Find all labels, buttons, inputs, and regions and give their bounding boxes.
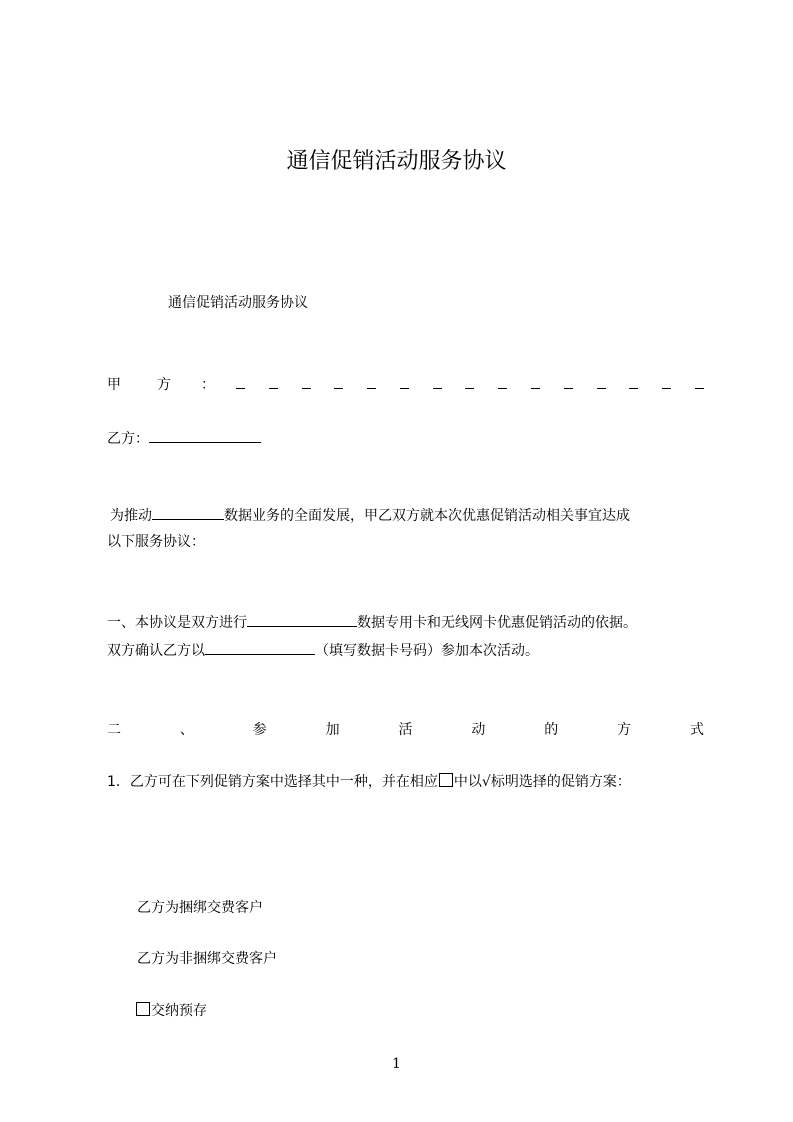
checkbox-icon	[439, 773, 453, 787]
intro-text-2: 数据业务的全面发展，甲乙双方就本次优惠促销活动相关事宜达成	[224, 508, 630, 524]
party-b-line	[107, 427, 261, 449]
clause-1-blank-2	[205, 639, 315, 655]
party-a-line	[107, 374, 704, 394]
clause-1-text-1: 一、本协议是双方进行	[107, 615, 247, 631]
party-a-char-2: 方	[157, 377, 171, 393]
intro-blank	[152, 504, 224, 520]
intro-text-1: 为推动	[110, 508, 152, 524]
option-bundled-payment: 乙方为捆绑交费客户	[137, 900, 263, 916]
clause-1-line-2	[107, 639, 539, 661]
section-2-char: 动	[471, 722, 486, 738]
page-number: 1	[392, 1056, 401, 1072]
clause-1-text-3: 双方确认乙方以	[107, 643, 205, 659]
option-prepayment-label: 交纳预存	[151, 1003, 207, 1019]
clause-1-text-2: 数据专用卡和无线网卡优惠促销活动的依据。	[357, 615, 637, 631]
section-2-char: 二	[107, 722, 121, 738]
item-1-text-2: 中以√标明选择的促销方案：	[453, 774, 631, 790]
option-non-bundled-payment: 乙方为非捆绑交费客户	[137, 951, 277, 967]
party-a-colon: ：	[201, 377, 215, 393]
section-2-char: 、	[179, 722, 194, 738]
clause-1-line-1	[107, 611, 637, 633]
party-b-label: 乙方：	[107, 431, 149, 447]
party-b-blank	[149, 427, 261, 443]
page-title: 通信促销活动服务协议	[286, 149, 507, 174]
section-2-char: 方	[617, 722, 632, 738]
item-1-text-1: 1．乙方可在下列促销方案中选择其中一种，并在相应	[107, 774, 438, 790]
clause-1-text-4: （填写数据卡号码）参加本次活动。	[315, 643, 539, 659]
option-prepayment	[136, 1002, 207, 1021]
item-1-line	[107, 773, 631, 792]
checkbox-icon	[136, 1002, 150, 1016]
section-2-heading	[107, 719, 704, 739]
clause-1-blank-1	[247, 611, 357, 627]
party-a-blank	[236, 376, 704, 389]
section-2-char: 加	[325, 722, 340, 738]
section-2-char: 式	[690, 722, 704, 738]
party-a-char-1: 甲	[107, 377, 121, 393]
section-2-char: 活	[398, 722, 413, 738]
section-2-char: 的	[544, 722, 559, 738]
section-2-char: 参	[252, 722, 267, 738]
intro-line-2: 以下服务协议：	[107, 534, 205, 550]
document-subtitle: 通信促销活动服务协议	[168, 295, 308, 311]
intro-line-1	[110, 504, 630, 526]
